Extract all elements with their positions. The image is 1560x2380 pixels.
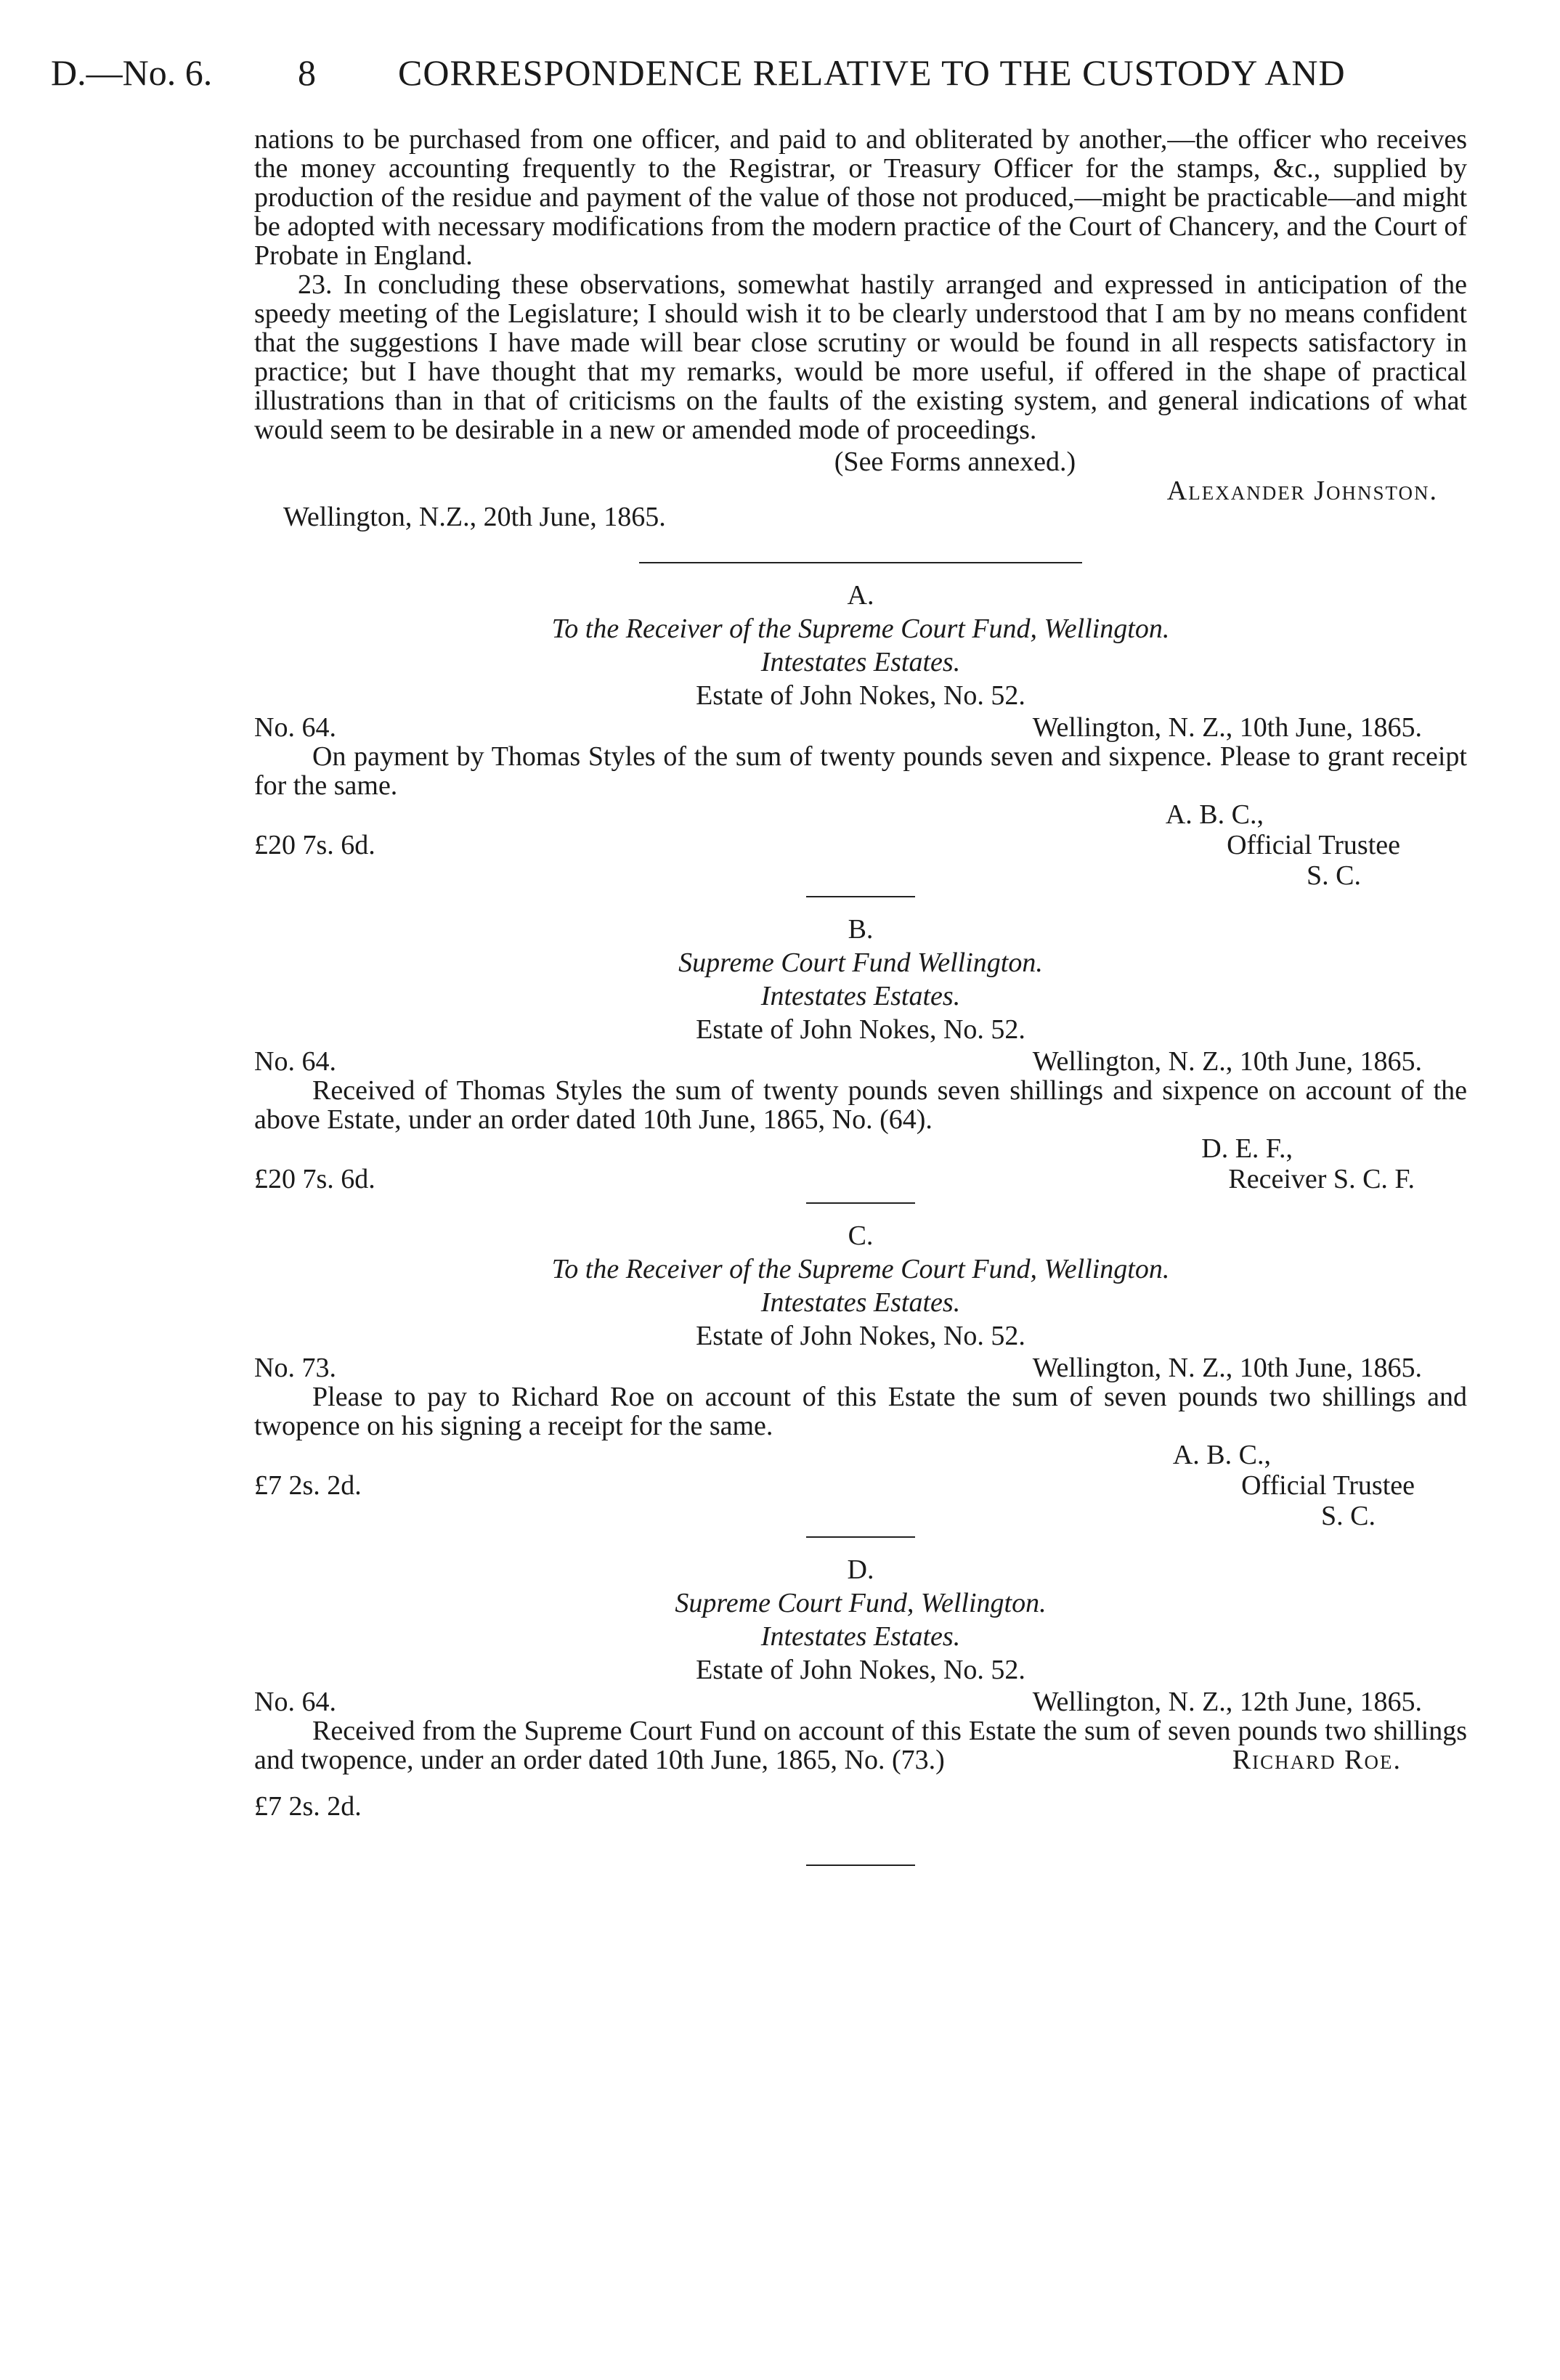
page-header bbox=[51, 51, 1431, 94]
form-date: Wellington, N. Z., 12th June, 1865. bbox=[1032, 1687, 1422, 1717]
form-number-line bbox=[254, 1353, 1467, 1382]
form-number: No. 64. bbox=[254, 712, 336, 743]
form-amount: £20 7s. 6d. bbox=[254, 830, 375, 860]
page-number: 8 bbox=[298, 52, 316, 93]
form-letter: D. bbox=[847, 1554, 874, 1585]
form-signer bbox=[254, 1440, 1467, 1532]
receipt-signature: Richard Roe. bbox=[1232, 1745, 1402, 1775]
form-signer bbox=[254, 800, 1467, 892]
signer-suffix: S. C. bbox=[1321, 1501, 1376, 1531]
form-date: Wellington, N. Z., 10th June, 1865. bbox=[1032, 1353, 1422, 1383]
form-estate: Estate of John Nokes, No. 52. bbox=[696, 1014, 1025, 1045]
letter-signature-block bbox=[254, 476, 1467, 534]
form-divider bbox=[806, 896, 915, 897]
signer-suffix: S. C. bbox=[1307, 860, 1361, 891]
form-text: Received of Thomas Styles the sum of twenty pounds seven shillings and sixpence on account of the above Estate, under an order dated 10th June, 1865, No. (64). bbox=[254, 1075, 1467, 1135]
section-divider bbox=[639, 562, 1082, 563]
form-letter: A. bbox=[847, 580, 874, 611]
form-estate: Estate of John Nokes, No. 52. bbox=[696, 680, 1025, 711]
form-letter: B. bbox=[848, 914, 874, 945]
form-number: No. 64. bbox=[254, 1687, 336, 1717]
form-addressee: Supreme Court Fund Wellington. bbox=[678, 947, 1043, 978]
form-estate: Estate of John Nokes, No. 52. bbox=[696, 1321, 1025, 1351]
form-subtitle: Intestates Estates. bbox=[760, 981, 961, 1011]
form-addressee: Supreme Court Fund, Wellington. bbox=[675, 1588, 1047, 1618]
form-divider bbox=[806, 1536, 915, 1538]
form-subtitle: Intestates Estates. bbox=[760, 647, 961, 677]
paragraph-continuation: nations to be purchased from one officer, and paid to and obliterated by another,—the officer who receives the money accounting frequently to the Registrar, or Treasury Officer for the stamps, &c., supplied by production of the residue and payment of the value of those not produced,—might be practicable—and might be adopted with necessary modifications from the modern practice of the Court of Chancery, and the Court of Probate in England. bbox=[254, 124, 1467, 271]
signer-initials: D. E. F., bbox=[1201, 1133, 1293, 1164]
author-signature: Alexander Johnston. bbox=[1166, 476, 1438, 506]
form-number-line bbox=[254, 1687, 1467, 1716]
form-addressee: To the Receiver of the Supreme Court Fund, Wellington. bbox=[551, 614, 1170, 644]
form-amount: £7 2s. 2d. bbox=[254, 1791, 362, 1822]
running-title: CORRESPONDENCE RELATIVE TO THE CUSTODY AND bbox=[398, 52, 1346, 93]
form-date: Wellington, N. Z., 10th June, 1865. bbox=[1032, 712, 1422, 743]
form-number-line bbox=[254, 713, 1467, 742]
form-text: On payment by Thomas Styles of the sum of twenty pounds seven and sixpence. Please to grant receipt for the same. bbox=[254, 741, 1467, 801]
place-date: Wellington, N.Z., 20th June, 1865. bbox=[283, 502, 666, 532]
form-number: No. 64. bbox=[254, 1046, 336, 1077]
form-date: Wellington, N. Z., 10th June, 1865. bbox=[1032, 1046, 1422, 1077]
signer-title: Official Trustee bbox=[1241, 1470, 1415, 1501]
form-text: Received from the Supreme Court Fund on account of this Estate the sum of seven pounds two shillings and twopence, under an order dated 10th June, 1865, No. (73.) bbox=[254, 1716, 1467, 1775]
form-subtitle: Intestates Estates. bbox=[760, 1287, 961, 1318]
page-body bbox=[254, 125, 1467, 1866]
signer-title: Receiver S. C. F. bbox=[1228, 1164, 1415, 1194]
signer-initials: A. B. C., bbox=[1165, 799, 1264, 830]
form-addressee: To the Receiver of the Supreme Court Fund, Wellington. bbox=[551, 1254, 1170, 1284]
signer-title: Official Trustee bbox=[1227, 830, 1400, 860]
see-forms-note: (See Forms annexed.) bbox=[834, 447, 1076, 477]
form-estate: Estate of John Nokes, No. 52. bbox=[696, 1655, 1025, 1685]
form-d bbox=[254, 1555, 1467, 1866]
paragraph-23: 23. In concluding these observations, somewhat hastily arranged and expressed in anticipation of the speedy meeting of the Legislature; I should wish it to be clearly understood that I am by no means confident that the suggestions I have made will bear close scrutiny or would be found in all respects satisfactory in practice; but I have thought that my remarks, would be more useful, if offered in the shape of practical illustrations than in that of criticisms on the faults of the existing system, and general indications of what would seem to be desirable in a new or amended mode of proceedings. bbox=[254, 269, 1467, 445]
signer-initials: A. B. C., bbox=[1172, 1440, 1271, 1470]
form-subtitle: Intestates Estates. bbox=[760, 1621, 961, 1652]
form-amount: £7 2s. 2d. bbox=[254, 1470, 362, 1501]
form-amount: £20 7s. 6d. bbox=[254, 1164, 375, 1194]
form-a bbox=[254, 581, 1467, 897]
form-c bbox=[254, 1221, 1467, 1538]
form-b bbox=[254, 915, 1467, 1204]
form-letter: C. bbox=[848, 1220, 874, 1251]
form-text: Please to pay to Richard Roe on account of this Estate the sum of seven pounds two shillings and twopence on his signing a receipt for the same. bbox=[254, 1382, 1467, 1441]
form-signer bbox=[254, 1134, 1467, 1195]
form-number-line bbox=[254, 1047, 1467, 1076]
paper-reference: D.—No. 6. bbox=[51, 52, 213, 93]
form-divider bbox=[806, 1865, 915, 1866]
form-divider bbox=[806, 1202, 915, 1204]
form-number: No. 73. bbox=[254, 1353, 336, 1383]
